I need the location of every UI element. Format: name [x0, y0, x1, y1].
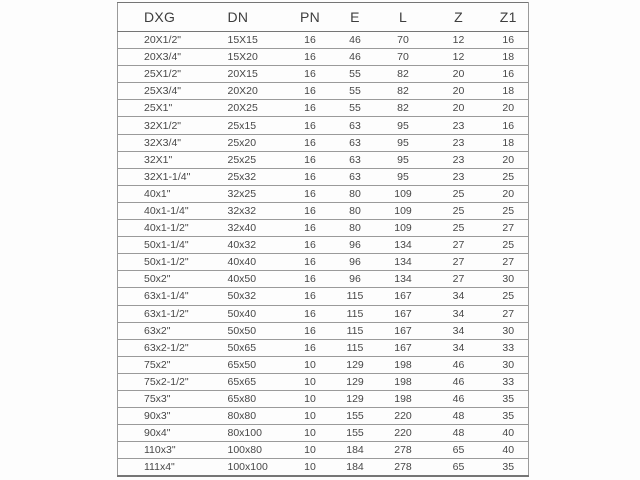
table-cell-z: 23 — [429, 168, 489, 185]
table-cell-e: 55 — [333, 66, 378, 83]
table-cell-dxg: 110x3" — [118, 442, 226, 459]
table-row — [118, 83, 529, 100]
table-cell-l: 109 — [378, 185, 429, 202]
table-cell-dxg: 32X1" — [118, 151, 226, 168]
table-cell-z: 27 — [429, 254, 489, 271]
table-cell-pn: 10 — [288, 390, 333, 407]
table-cell-z1: 40 — [489, 425, 529, 442]
table-cell-dn: 65x65 — [226, 373, 288, 390]
table-cell-dxg: 32X1/2" — [118, 117, 226, 134]
table-cell-dxg: 63x1-1/2" — [118, 305, 226, 322]
table-cell-z1: 27 — [489, 254, 529, 271]
column-header-l: L — [378, 3, 429, 32]
column-header-e: E — [333, 3, 378, 32]
table-cell-dn: 20X15 — [226, 66, 288, 83]
table-cell-dxg: 25X3/4" — [118, 83, 226, 100]
table-row — [118, 220, 529, 237]
table-row — [118, 322, 529, 339]
table-cell-z: 48 — [429, 408, 489, 425]
table-cell-e: 115 — [333, 305, 378, 322]
table-cell-e: 80 — [333, 220, 378, 237]
table-cell-l: 70 — [378, 32, 429, 49]
table-cell-e: 63 — [333, 134, 378, 151]
table-row — [118, 185, 529, 202]
column-header-pn: PN — [288, 3, 333, 32]
table-cell-dxg: 63x2" — [118, 322, 226, 339]
table-row — [118, 100, 529, 117]
table-cell-pn: 16 — [288, 83, 333, 100]
table-cell-dn: 20X20 — [226, 83, 288, 100]
table-cell-z: 25 — [429, 185, 489, 202]
table-cell-z: 23 — [429, 117, 489, 134]
table-cell-z: 34 — [429, 339, 489, 356]
table-row — [118, 442, 529, 459]
table-cell-z: 27 — [429, 271, 489, 288]
table-cell-l: 167 — [378, 322, 429, 339]
table-row — [118, 271, 529, 288]
table-cell-dn: 15X15 — [226, 32, 288, 49]
table-cell-pn: 10 — [288, 425, 333, 442]
table-row — [118, 390, 529, 407]
table-cell-l: 134 — [378, 271, 429, 288]
table-cell-z1: 27 — [489, 305, 529, 322]
table-cell-e: 80 — [333, 202, 378, 219]
table-cell-l: 109 — [378, 220, 429, 237]
table-cell-z1: 25 — [489, 237, 529, 254]
table-cell-e: 155 — [333, 408, 378, 425]
table-cell-dxg: 63x1-1/4" — [118, 288, 226, 305]
table-cell-l: 134 — [378, 237, 429, 254]
table-cell-pn: 16 — [288, 339, 333, 356]
table-cell-e: 63 — [333, 151, 378, 168]
table-cell-dxg: 40x1" — [118, 185, 226, 202]
table-cell-z1: 20 — [489, 151, 529, 168]
table-cell-pn: 16 — [288, 220, 333, 237]
table-cell-dxg: 50x1-1/2" — [118, 254, 226, 271]
table-cell-pn: 16 — [288, 100, 333, 117]
table-cell-e: 184 — [333, 442, 378, 459]
table-cell-pn: 16 — [288, 151, 333, 168]
table-row — [118, 202, 529, 219]
table-cell-pn: 16 — [288, 305, 333, 322]
table-cell-l: 95 — [378, 151, 429, 168]
table-cell-e: 115 — [333, 322, 378, 339]
table-cell-dn: 50x50 — [226, 322, 288, 339]
table-cell-dxg: 20X3/4" — [118, 49, 226, 66]
table-cell-dn: 32x25 — [226, 185, 288, 202]
table-cell-z: 34 — [429, 305, 489, 322]
table-cell-z: 12 — [429, 32, 489, 49]
table-cell-l: 198 — [378, 356, 429, 373]
table-cell-l: 95 — [378, 117, 429, 134]
table-cell-e: 129 — [333, 356, 378, 373]
table-cell-e: 115 — [333, 339, 378, 356]
table-cell-z: 46 — [429, 373, 489, 390]
table-cell-pn: 16 — [288, 237, 333, 254]
table-cell-dxg: 40x1-1/2" — [118, 220, 226, 237]
table-cell-z: 48 — [429, 425, 489, 442]
table-cell-dxg: 50x2" — [118, 271, 226, 288]
table-cell-z: 20 — [429, 66, 489, 83]
table-cell-dn: 50x40 — [226, 305, 288, 322]
table-row — [118, 32, 529, 49]
table-cell-e: 80 — [333, 185, 378, 202]
table-cell-e: 155 — [333, 425, 378, 442]
table-cell-z: 34 — [429, 288, 489, 305]
column-header-z1: Z1 — [489, 3, 529, 32]
table-cell-z: 23 — [429, 151, 489, 168]
table-row — [118, 288, 529, 305]
table-cell-z1: 30 — [489, 271, 529, 288]
table-cell-z: 46 — [429, 356, 489, 373]
table-cell-dxg: 90x3" — [118, 408, 226, 425]
table-row — [118, 134, 529, 151]
table-cell-pn: 16 — [288, 168, 333, 185]
table-cell-dxg: 50x1-1/4" — [118, 237, 226, 254]
table-row — [118, 373, 529, 390]
table-cell-dxg: 75x3" — [118, 390, 226, 407]
table-cell-pn: 10 — [288, 373, 333, 390]
table-cell-pn: 16 — [288, 185, 333, 202]
table-cell-z: 23 — [429, 134, 489, 151]
table-cell-l: 278 — [394, 461, 412, 474]
table-cell-dxg: 75x2" — [118, 356, 226, 373]
table-cell-z: 25 — [429, 220, 489, 237]
table-cell-z1: 33 — [489, 373, 529, 390]
table-cell-z1: 25 — [489, 288, 529, 305]
table-cell-dxg: 32X1-1/4" — [118, 168, 226, 185]
table-cell-dn: 40x32 — [226, 237, 288, 254]
table-cell-l: 167 — [378, 288, 429, 305]
table-cell-z1: 30 — [489, 356, 529, 373]
table-cell-pn: 16 — [288, 254, 333, 271]
table-cell-z1: 16 — [489, 32, 529, 49]
column-header-dxg: DXG — [118, 3, 226, 32]
table-cell-dn: 25x15 — [226, 117, 288, 134]
table-cell-e: 96 — [333, 271, 378, 288]
table-cell-z1: 20 — [489, 185, 529, 202]
table-cell-l: 95 — [378, 168, 429, 185]
table-cell-dn: 32x40 — [226, 220, 288, 237]
table-cell-z: 34 — [429, 322, 489, 339]
table-cell-l: 109 — [378, 202, 429, 219]
table-cell-e: 63 — [333, 117, 378, 134]
table-cell-pn: 16 — [288, 322, 333, 339]
table-cell-dxg: 40x1-1/4" — [118, 202, 226, 219]
table-cell-z: 20 — [429, 100, 489, 117]
table-cell-z: 46 — [429, 390, 489, 407]
table-cell-e: 129 — [333, 390, 378, 407]
table-cell-pn: 16 — [288, 117, 333, 134]
table-cell-e: 46 — [333, 49, 378, 66]
table-cell-e: 55 — [333, 83, 378, 100]
table-cell-dn: 40x50 — [226, 271, 288, 288]
table-cell-dn: 25x20 — [226, 134, 288, 151]
table-cell-dn: 80x80 — [226, 408, 288, 425]
table-cell-z1: 30 — [489, 322, 529, 339]
column-header-dn: DN — [226, 3, 288, 32]
table-cell-dxg: 75x2-1/2" — [118, 373, 226, 390]
table-cell-z1: 35 — [489, 408, 529, 425]
table-row — [118, 117, 529, 134]
table-cell-dxg: 20X1/2" — [118, 32, 226, 49]
table-cell-l: 198 — [378, 390, 429, 407]
table-cell-z1: 18 — [489, 49, 529, 66]
table-cell-e: 96 — [333, 254, 378, 271]
table-cell-dn: 32x32 — [226, 202, 288, 219]
table-cell-dn: 50x32 — [226, 288, 288, 305]
header-row — [118, 3, 529, 32]
table-row — [118, 339, 529, 356]
table-cell-pn: 16 — [288, 288, 333, 305]
table-cell-l: 82 — [378, 100, 429, 117]
table-cell-z: 27 — [429, 237, 489, 254]
table-cell-e: 46 — [333, 32, 378, 49]
table-cell-z: 20 — [429, 83, 489, 100]
table-cell-dxg: 63x2-1/2" — [118, 339, 226, 356]
table-cell-dn: 25x25 — [226, 151, 288, 168]
table-cell-l: 70 — [378, 49, 429, 66]
table-cell-e: 184 — [346, 461, 364, 474]
table-cell-dxg: 111x4" — [144, 461, 175, 474]
table-row — [118, 151, 529, 168]
table-cell-e: 96 — [333, 237, 378, 254]
table-row — [118, 408, 529, 425]
table-row — [118, 305, 529, 322]
table-cell-pn: 16 — [288, 66, 333, 83]
table-cell-dn: 100x80 — [226, 442, 288, 459]
table-cell-pn: 16 — [288, 49, 333, 66]
table-cell-z1: 40 — [489, 442, 529, 459]
table-cell-dn: 40x40 — [226, 254, 288, 271]
table-row — [118, 66, 529, 83]
table-cell-pn: 10 — [288, 408, 333, 425]
table-cell-l: 95 — [378, 134, 429, 151]
table-cell-pn: 16 — [288, 202, 333, 219]
table-cell-z1: 20 — [489, 100, 529, 117]
table-cell-l: 167 — [378, 339, 429, 356]
table-cell-dn: 100x100 — [227, 461, 268, 474]
table-cell-l: 220 — [378, 425, 429, 442]
table-cell-dn: 15X20 — [226, 49, 288, 66]
table-cell-z1: 16 — [489, 117, 529, 134]
table-cell-z1: 25 — [489, 168, 529, 185]
table-cell-l: 82 — [378, 83, 429, 100]
column-header-z: Z — [429, 3, 489, 32]
table-row — [118, 168, 529, 185]
table-cell-pn: 16 — [288, 32, 333, 49]
table-cell-l: 278 — [378, 442, 429, 459]
table-cell-l: 134 — [378, 254, 429, 271]
table-cell-l: 167 — [378, 305, 429, 322]
table-cell-pn: 10 — [304, 461, 316, 474]
table-cell-e: 63 — [333, 168, 378, 185]
table-cell-dxg: 90x4" — [118, 425, 226, 442]
table-row — [118, 237, 529, 254]
table-cell-z1: 27 — [489, 220, 529, 237]
table-cell-z: 65 — [452, 461, 465, 474]
table-cell-dn: 80x100 — [226, 425, 288, 442]
table-cell-pn: 16 — [288, 271, 333, 288]
table-cell-dn: 20X25 — [226, 100, 288, 117]
table-cell-z: 25 — [429, 202, 489, 219]
pipe-fitting-spec-table — [117, 2, 529, 477]
table-cell-z1: 18 — [489, 134, 529, 151]
table-cell-dn: 65x80 — [226, 390, 288, 407]
table-cell-pn: 10 — [288, 442, 333, 459]
table-cell-l: 198 — [378, 373, 429, 390]
table-row — [118, 49, 529, 66]
table-cell-z1: 16 — [489, 66, 529, 83]
table-cell-l: 82 — [378, 66, 429, 83]
table-cell-dn: 25x32 — [226, 168, 288, 185]
table-row — [118, 459, 529, 477]
table-header — [118, 3, 529, 32]
table-cell-z: 12 — [429, 49, 489, 66]
table-body — [118, 32, 529, 477]
table-row — [118, 254, 529, 271]
table-cell-e: 129 — [333, 373, 378, 390]
table-cell-z1: 35 — [489, 390, 529, 407]
table-cell-l: 220 — [378, 408, 429, 425]
table-cell-z1: 18 — [489, 83, 529, 100]
table-cell-dxg: 25X1" — [118, 100, 226, 117]
table-cell-z1: 35 — [502, 461, 515, 474]
table-cell-z1: 25 — [489, 202, 529, 219]
table-cell-z1: 33 — [489, 339, 529, 356]
table-cell-e: 55 — [333, 100, 378, 117]
table-row — [118, 356, 529, 373]
table-row — [118, 425, 529, 442]
table-cell-pn: 16 — [288, 134, 333, 151]
table-cell-dxg: 32X3/4" — [118, 134, 226, 151]
table-cell-pn: 10 — [288, 356, 333, 373]
table-cell-dn: 65x50 — [226, 356, 288, 373]
table-cell-dxg: 25X1/2" — [118, 66, 226, 83]
table-cell-z: 65 — [429, 442, 489, 459]
table-cell-dn: 50x65 — [226, 339, 288, 356]
table-cell-e: 115 — [333, 288, 378, 305]
